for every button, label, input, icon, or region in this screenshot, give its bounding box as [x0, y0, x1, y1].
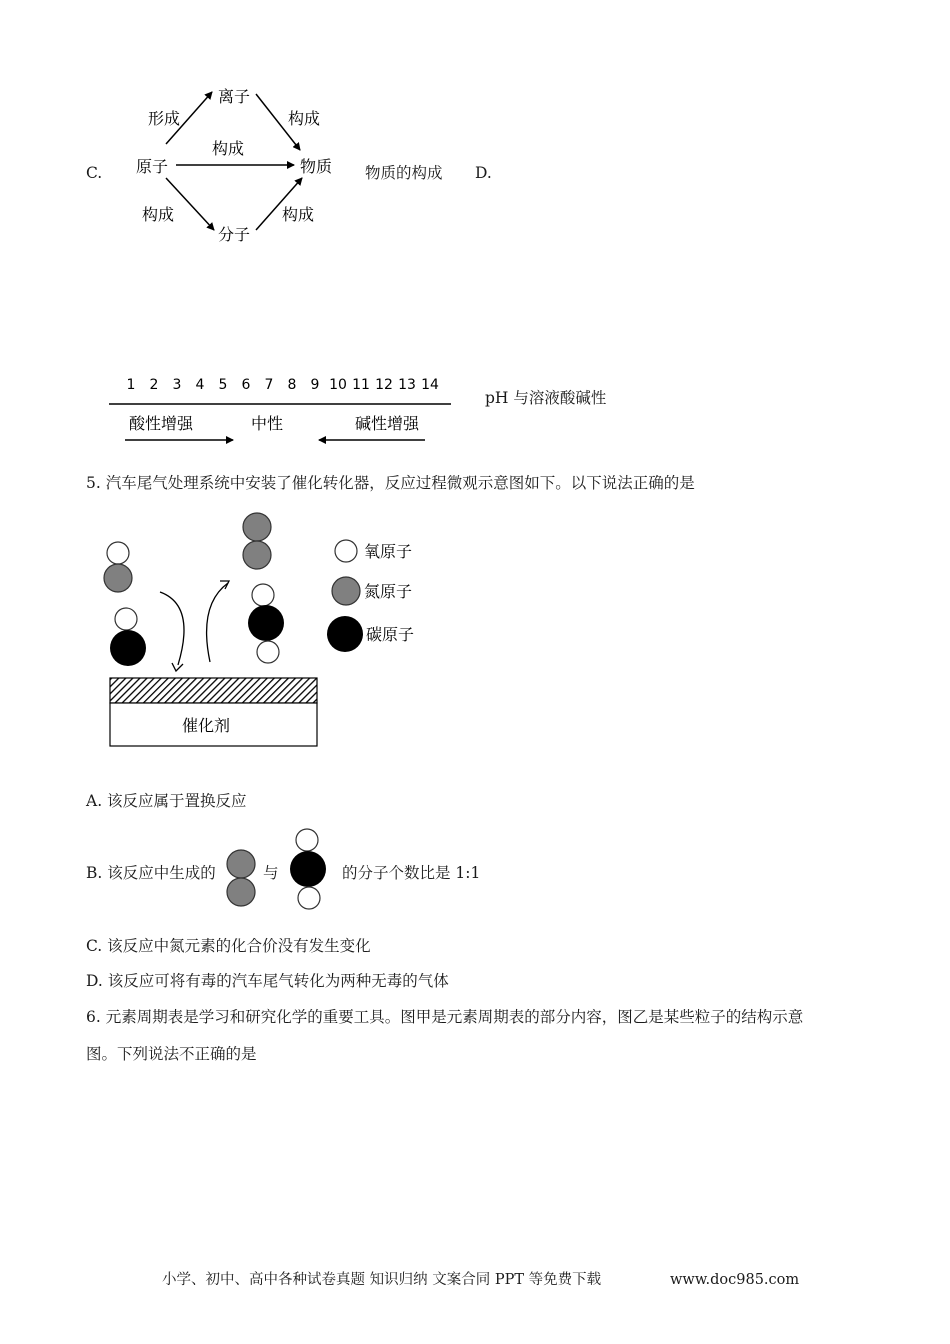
q5-stem: 5. 汽车尾气处理系统中安装了催化转化器，反应过程微观示意图如下。以下说法正确的是 — [86, 474, 695, 492]
matter-composition-diagram — [120, 78, 350, 248]
option-d-caption: pH 与溶液酸碱性 — [485, 389, 607, 407]
ph-tick-label: 1 — [126, 377, 136, 393]
co2-molecule-icon — [284, 825, 334, 913]
option-c-caption: 物质的构成 — [365, 164, 443, 182]
option-c-label: C. — [86, 164, 103, 182]
ph-tick-label: 11 — [352, 377, 370, 393]
ph-tick-label: 13 — [398, 377, 416, 393]
edge-label-atom-substance: 构成 — [211, 139, 245, 158]
legend-oxygen-icon — [335, 540, 357, 562]
node-ion: 离子 — [217, 87, 251, 106]
legend-carbon-label: 碳原子 — [366, 625, 415, 644]
edge-label-atom-molecule: 构成 — [141, 205, 175, 224]
q5-option-b-mid: 与 — [263, 864, 279, 882]
catalytic-converter-figure — [100, 505, 440, 755]
neutral-label: 中性 — [250, 414, 284, 433]
reactant-co-molecule — [110, 608, 146, 666]
product-co2-molecule — [248, 584, 284, 663]
base-label: 碱性增强 — [354, 414, 420, 433]
ph-tick-label: 4 — [195, 377, 205, 393]
legend-carbon-icon — [327, 616, 363, 652]
nitrogen-atom — [243, 541, 271, 569]
node-atom: 原子 — [135, 157, 169, 176]
arrow-up-curve — [207, 583, 228, 662]
acid-label: 酸性增强 — [128, 414, 194, 433]
edge-label-atom-ion: 形成 — [147, 109, 181, 128]
ph-tick-label: 2 — [149, 377, 159, 393]
ph-tick-label: 7 — [264, 377, 274, 393]
q6-line-2: 图。下列说法不正确的是 — [86, 1045, 257, 1063]
oxygen-atom — [107, 542, 129, 564]
q5-option-c: C. 该反应中氮元素的化合价没有发生变化 — [86, 937, 371, 955]
ph-tick-label: 8 — [287, 377, 297, 393]
edge-label-molecule-substance: 构成 — [281, 205, 315, 224]
product-n2-molecule — [243, 513, 271, 569]
nitrogen-atom — [243, 513, 271, 541]
ph-scale-diagram — [105, 370, 455, 450]
oxygen-atom — [252, 584, 274, 606]
catalyst-surface — [110, 678, 317, 703]
q5-option-b-prefix: B. 该反应中生成的 — [86, 864, 216, 882]
catalyst-label: 催化剂 — [181, 716, 231, 735]
q5-option-a: A. 该反应属于置换反应 — [86, 792, 247, 810]
n2-molecule-icon — [222, 845, 262, 911]
nitrogen-atom — [104, 564, 132, 592]
ph-tick-label: 3 — [172, 377, 182, 393]
q5-option-d: D. 该反应可将有毒的汽车尾气转化为两种无毒的气体 — [86, 972, 449, 990]
ph-tick-label: 10 — [329, 377, 347, 393]
ph-tick-label: 14 — [421, 377, 439, 393]
ph-tick-label: 6 — [241, 377, 251, 393]
ph-tick-labels — [127, 377, 439, 393]
arrow-down-head — [172, 663, 183, 671]
footer-url[interactable]: www.doc985.com — [670, 1272, 800, 1288]
ph-tick-label: 9 — [310, 377, 320, 393]
arrow-down-curve — [160, 592, 184, 665]
footer-text: 小学、初中、高中各种试卷真题 知识归纳 文案合同 PPT 等免费下载 — [162, 1272, 602, 1288]
ph-tick-label: 5 — [218, 377, 228, 393]
node-substance: 物质 — [299, 157, 333, 176]
ph-tick-label: 12 — [375, 377, 393, 393]
q6-line-1: 6. 元素周期表是学习和研究化学的重要工具。图甲是元素周期表的部分内容，图乙是某些粒子的结构示意 — [86, 1008, 804, 1026]
carbon-atom — [248, 605, 284, 641]
option-d-label: D. — [475, 164, 492, 182]
legend-nitrogen-icon — [332, 577, 360, 605]
node-molecule: 分子 — [217, 225, 251, 244]
oxygen-atom — [115, 608, 137, 630]
oxygen-atom — [257, 641, 279, 663]
legend-oxygen-label: 氧原子 — [364, 542, 413, 561]
carbon-atom — [110, 630, 146, 666]
reactant-no-molecule — [104, 542, 132, 592]
legend-nitrogen-label: 氮原子 — [364, 582, 413, 601]
q5-option-b-suffix: 的分子个数比是 1:1 — [342, 864, 481, 882]
edge-label-ion-substance: 构成 — [287, 109, 321, 128]
